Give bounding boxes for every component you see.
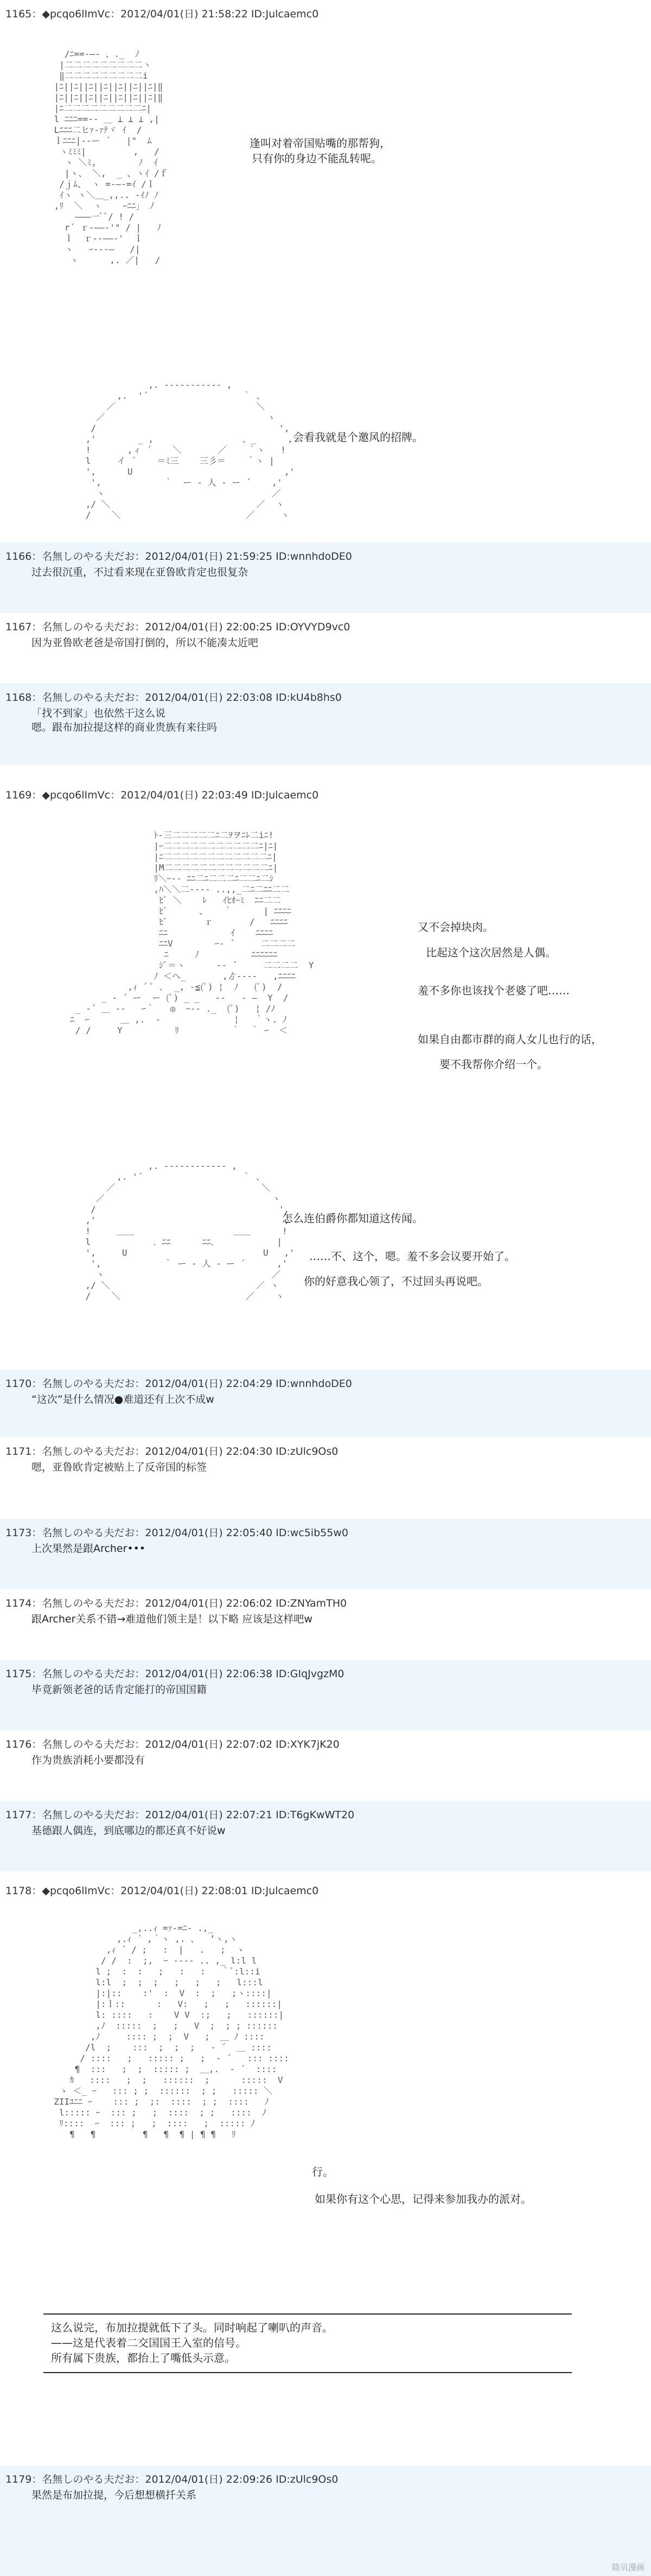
narration-line: ——这是代表着二交国国王入室的信号。 [51, 2336, 246, 2349]
post-header: 1168：名無しのやる夫だお：2012/04/01(日) 22:03:08 ID:kU4b8hs0 [5, 692, 342, 704]
post-1166 [0, 542, 651, 613]
post-1167 [0, 613, 651, 683]
ascii-art-character: /ﾆ==‐―- 、._ ﾉ |二二二二二二二二二ヽ ‖二二二二二二二二二i |ﾆ||ﾆ||ﾆ||ﾆ||ﾆ||ﾆ||ﾆ|‖ |ﾆ||ﾆ||ﾆ||ﾆ||ﾆ||ﾆ||ﾆ|‖ |ﾆ二二二二二二二二二ﾆ| l ﾆﾆﾆ==‐- ＿ ⊥ ⊥ ⊥ ,| Lﾆﾆﾆ二ヒｧ‐ｧﾃヾ ｲ / ｌﾆﾆﾆ|-‐ー ´ |" ﾑ ヽﾐﾐﾐ| , / ヽ ＼ﾐ, ﾉ ｲ |ヽ、 ＼, _ 、ヽｲ /ｆ /ｊﾑ、 ヽ =‐―‐=ｲ /ｌ ｲヽ ヽ＼＿_,,.. -ｲﾉ ﾉ ,ﾘ ＼ ヽ ｰﾆﾆ」 ﾉ ―――一ﾞﾞ/ ! / r´ ｒ‐――‐'" / | ﾉ ｌ ｒ‐‐――‐' ｌ ヽ ｰ‐‐-― /| ヽ ,. ／| / [54, 49, 168, 265]
post-body: 作为贵族消耗小要都没有 [31, 1754, 145, 1766]
dialog-d8 [282, 1211, 423, 1226]
dialog-line: 你的好意我心领了，不过回头再说吧。 [304, 1275, 488, 1288]
post-1168 [0, 683, 651, 765]
post-header: 1179：名無しのやる夫だお：2012/04/01(日) 22:09:26 ID:zUlc9Os0 [5, 2473, 339, 2485]
post-body: 跟Archer关系不错→难道他们领主是！以下略 应该是这样吧w [31, 1613, 312, 1625]
post-header: 1173：名無しのやる夫だお：2012/04/01(日) 22:05:40 ID:wc5ib55w0 [5, 1527, 348, 1539]
post-1170 [0, 1370, 651, 1437]
ascii-art-face: ,. ------------ , ,. '´ ｀ 、 ／ ＼ ／ ヽ / ', ,' , ! ＿＿ ＿＿ ! l ．ﾆﾆ ﾆﾆ． | ', U U ,' ', ｀ ー ‐ 人 ‐ ー ´ ,' ヽ ／ ,/ ＼ ／ ヽ / ＼ ／ ヽ [85, 1161, 295, 1301]
dialog-line: 如果你有这个心思，记得来参加我办的派对。 [315, 2193, 532, 2206]
dialog-line: 又不会掉块肉。 [418, 921, 494, 934]
ascii-art-face: ,. ----------- , ,. '´ ｀ 、 ／ ＼ ／ ヽ / ', ,' _ , 、_ , ! ,ィ ´ ＼ ／ ｀ヽ ! l イ ´ ＝ﾐ三 三彡＝ ｀ヽ | ', U ,' ', ｀ ー ‐ 人 ‐ ー ´ ,' ヽ ／ ,/ ＼ ／ ヽ / ＼ ／ ヽ [85, 380, 295, 520]
dialog-d3 [418, 919, 494, 935]
post-1175 [0, 1660, 651, 1730]
post-header: 1178：◆pcqo6lImVc：2012/04/01(日) 22:08:01 ID:Julcaemc0 [5, 1885, 319, 1897]
post-header: 1165：◆pcqo6lImVc：2012/04/01(日) 21:58:22 ID:Julcaemc0 [5, 8, 319, 20]
dialog-d2 [293, 430, 423, 445]
dialog-d5 [418, 983, 570, 998]
post-1171 [0, 1437, 651, 1513]
dialog-line: 逢叫对着帝国贴嘴的那帮狗， [250, 137, 391, 150]
dialog-d4 [426, 945, 556, 960]
post-body: 过去很沉重，不过看来现在亚鲁欧肯定也很复杂 [31, 566, 248, 578]
dialog-d11 [312, 2164, 334, 2179]
dialog-d1 [250, 136, 391, 166]
dialog-d7 [439, 1057, 548, 1072]
post-header: 1167：名無しのやる夫だお：2012/04/01(日) 22:00:25 ID:OYVYD9vc0 [5, 621, 350, 633]
post-body: 上次果然是跟Archer••• [31, 1543, 146, 1555]
post-body: 因为亚鲁欧老爸是帝国打倒的，所以不能凑太近吧 [31, 637, 259, 649]
post-1179 [0, 2465, 651, 2576]
post-body: “这次”是什么情况●难道还有上次不成w [31, 1394, 214, 1405]
post-body: 毕竟新领老爸的话肯定能打的帝国国籍 [31, 1684, 207, 1696]
dialog-line: 羞不多你也该找个老婆了吧…… [418, 984, 570, 997]
narration-line: 所有属下贵族，都抬上了嘴低头示意。 [51, 2351, 235, 2364]
post-header: 1175：名無しのやる夫だお：2012/04/01(日) 22:06:38 ID:GIqJvgzM0 [5, 1668, 344, 1680]
post-header: 1176：名無しのやる夫だお：2012/04/01(日) 22:07:02 ID:XYK7jK20 [5, 1738, 340, 1750]
post-header: 1169：◆pcqo6lImVc：2012/04/01(日) 22:03:49 ID:Julcaemc0 [5, 789, 319, 801]
dialog-line: ……不、这个，嗯。羞不多会议要开始了。 [309, 1250, 515, 1263]
post-body [5, 706, 651, 734]
narration-line: 这么说完，布加拉提就低下了头。同时响起了喇叭的声音。 [51, 2321, 333, 2334]
dialog-d10 [304, 1274, 488, 1289]
dialog-d9 [309, 1249, 515, 1264]
dialog-line: 如果自由都市群的商人女儿也行的话， [418, 1033, 602, 1046]
post-header: 1166：名無しのやる夫だお：2012/04/01(日) 21:59:25 ID:wnnhdoDE0 [5, 551, 352, 562]
post-body-line: 嗯。跟布加拉提这样的商业贵族有来往吗 [31, 721, 218, 733]
dialog-d6 [418, 1032, 602, 1047]
post-header: 1174：名無しのやる夫だお：2012/04/01(日) 22:06:02 ID:ZNYamTH0 [5, 1597, 347, 1609]
dialog-line: 要不我帮你介绍一个。 [439, 1058, 548, 1071]
post-body: 嗯，亚鲁欧肯定被贴上了反帝国的标签 [31, 1461, 207, 1473]
dialog-d12 [315, 2191, 532, 2207]
dialog-line: 怎么连伯爵你都知道这传闻。 [282, 1212, 423, 1225]
dialog-line: 比起这个这次居然是人偶。 [426, 946, 556, 959]
dialog-line: 会看我就是个邀风的招牌。 [293, 431, 423, 444]
post-1177 [0, 1801, 651, 1871]
post-1173 [0, 1519, 651, 1589]
watermark: 陰贝漫画 [611, 2562, 644, 2572]
post-1174 [0, 1589, 651, 1660]
post-header: 1177：名無しのやる夫だお：2012/04/01(日) 22:07:21 ID:T6gKwWT20 [5, 1809, 355, 1821]
ascii-art-scene: ﾄ‐三二二二二二ﾆ二ｦヲﾆﾚ二iﾆ! |ｰ二二二二二二二二二二二ﾆ|ﾆ| |ﾆ二二二二二二二二二二二二ﾆ| |M二二二二二二二二二二二二ﾆ| ﾘ＼ｰ‐‐ ﾆﾆ二ﾆ二二二ﾆ二二ﾆ二ｼ ,ﾊ＼＼二‐‐-- ..,,_二ﾆ二ﾆﾆ二二 ﾋﾞ ＼ ﾚ ｲﾋｵｰﾐ ﾆﾆ二二 ﾋﾞ 、 ｀ | ﾆﾆﾆﾆ ﾋﾞ ｒ / ﾆﾆﾆﾆ ﾆﾆ ｲ ﾆﾆﾆﾆ ﾆﾆV ｰ‐ ´ 二二二二 ﾆ ﾉ ﾆﾆﾆﾆﾆﾆ ｼﾞ＝ヽ ‐‐ ´ 二二二二 Y ﾉ ＜へ_ ,ゟ--‐‐ ,ﾆﾆﾆﾆ ,ｨ ´ ﾟ ､ _, ‐≦(ﾟ) ¦ ﾉ (ﾟ) / _ ‐ ´ ー ー (ﾟ) _ _ -‐ ‐ ― Y / _ ‐´ ＿ ‐‐ ｰ｀ ◎ ｰ‐- ._ (ﾟ) ¦ /ﾉ ﾆ ｰ ＿ ,. ‐ ¦ ｀ヽ. ﾉ / / Y ﾘ ｀ ｀ ｰ ＜ [70, 830, 314, 1035]
post-header: 1171：名無しのやる夫だお：2012/04/01(日) 22:04:30 ID:zUlc9Os0 [5, 1446, 339, 1458]
post-1176 [0, 1730, 651, 1801]
post-header: 1170：名無しのやる夫だお：2012/04/01(日) 22:04:29 ID:wnnhdoDE0 [5, 1378, 352, 1390]
dialog-line: 只有你的身边不能乱转呢。 [252, 152, 382, 165]
dialog-line: 行。 [312, 2165, 334, 2178]
post-body: 果然是布加拉提，今后想想横扦关系 [31, 2489, 197, 2501]
post-body-line: 「找不到家」也依然干这么说 [31, 707, 166, 719]
ascii-art-character: _,..ｨ =ｧ‐=ﾆ‐ .,_ ,.ｨ ´ ,｀ヽ ,. 、 ’ヽ,ヽ ,ｨ ´ / ; : | . ; ヽ / / : ;, ｰ ‐--- .. ,_ l:l l l ; : : ; : : ｀ﾞ:l::i l:l ; ; ; ; ; ; l:::l |:|:: :' : V : ; ;ヽ::::| |:ｌ:: : V: ; ; ::::::| l: :::: : V V :; ; ::::::| ,ﾉ ::::: ; ; V ; ; ; :::::: ,ﾉ :::: ; ; V ; ＿ ﾉ :::: /l ; ::: ; ; ; ‐ ´ ＿ :::: / :::: ; ::::: ; ; ‐ ´ ::: :::: ¶ ::: ; ; ::::: ; ＿,. ‐ ´ :::: ｶ :::: ; ; :::::: ; ::::: V ゝ ＜_ ｰ ::: ; ; :::::: ; ; ::::: ＼ ZIIﾕﾆﾆ ｰ ::: ; ;: :::: ; ; :::: ﾉ l::::: ｰ ::: ; ; :::: ; ; :::: ﾉ ﾘ:::: ｰ ::: ; ; :::: ; ::::: ﾉ ¶ ¶ ¶ ¶ ¶ | ¶ ¶ ﾘ [54, 1923, 289, 2139]
narration-box [43, 2313, 572, 2373]
post-body: 基德跟人偶连，到底哪边的都还真不好说w [31, 1825, 226, 1837]
